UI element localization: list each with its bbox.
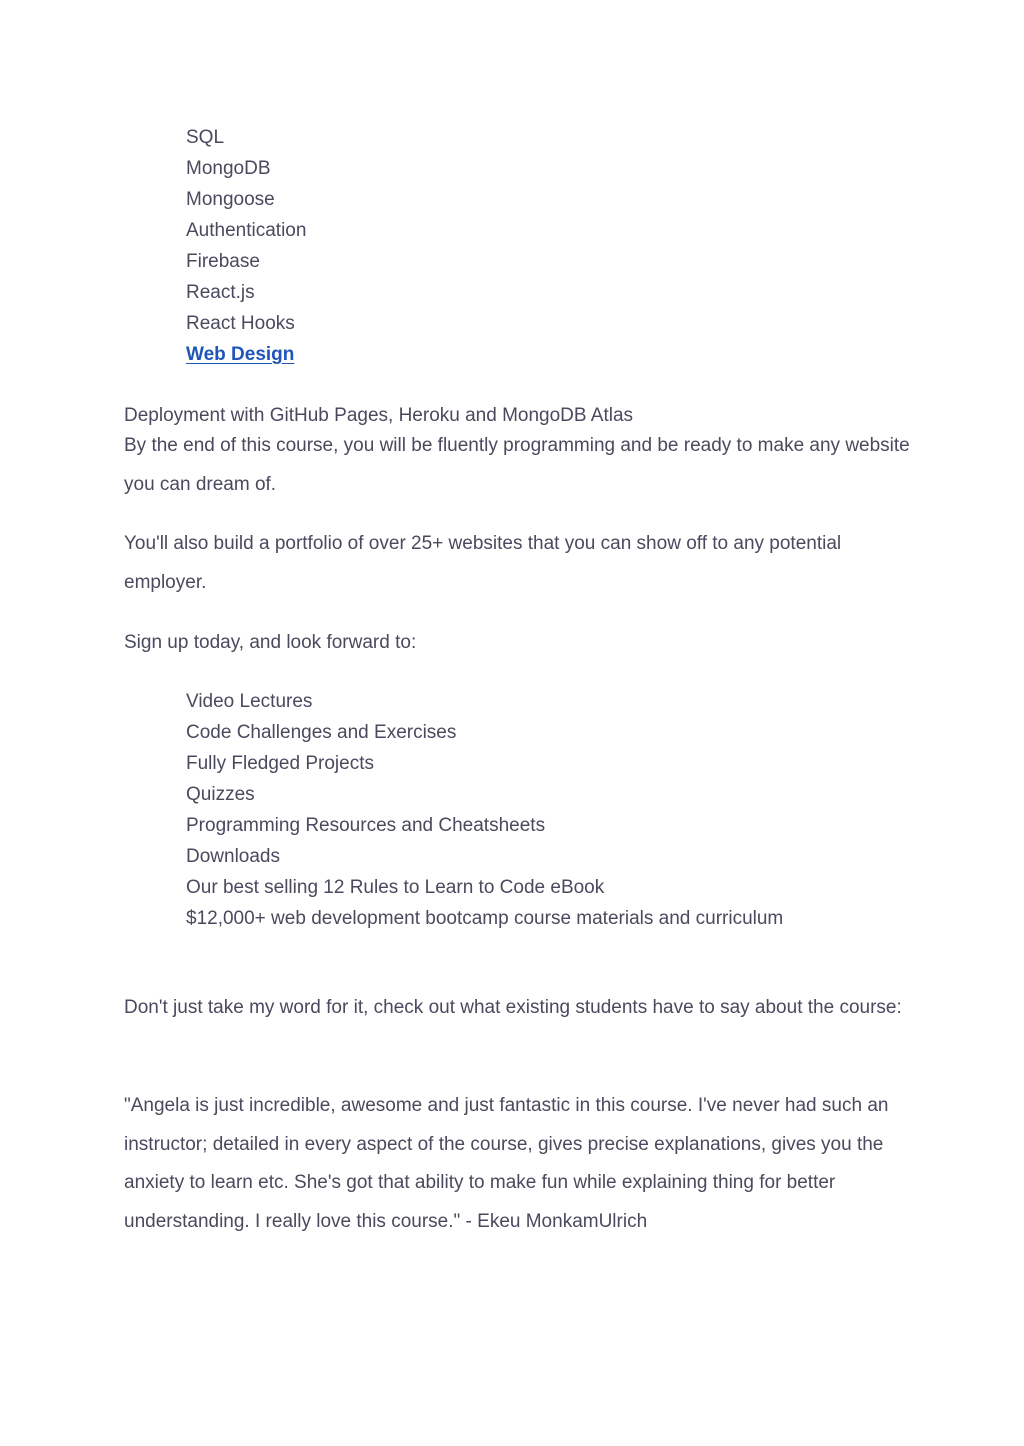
list-item-link-wrapper <box>186 339 306 370</box>
list-item: Video Lectures <box>186 691 313 712</box>
list-item: SQL <box>186 127 225 148</box>
list-item: Firebase <box>186 251 260 272</box>
list-item: React.js <box>186 282 255 303</box>
testimonial-quote: "Angela is just incredible, awesome and just fantastic in this course. I've never had such an instructor; detailed in every aspect of the course, gives precise explanations, gives you the anxiety to learn etc. She's got that ability to make fun while explaining thing for better understanding. I really love this course." - Ekeu MonkamUlrich <box>124 1095 889 1232</box>
list-item: Mongoose <box>186 189 275 210</box>
students-paragraph: Don't just take my word for it, check out what existing students have to say about the course: <box>124 997 902 1018</box>
list-item: Quizzes <box>186 784 255 805</box>
topics-list <box>186 122 306 370</box>
list-item: MongoDB <box>186 158 271 179</box>
list-item: Authentication <box>186 220 307 241</box>
portfolio-paragraph: You'll also build a portfolio of over 25+ websites that you can show off to any potential employer. <box>124 533 842 593</box>
list-item: Downloads <box>186 846 280 867</box>
course-end-paragraph: By the end of this course, you will be fluently programming and be ready to make any website you can dream of. <box>124 435 910 495</box>
list-item: Code Challenges and Exercises <box>186 722 457 743</box>
list-item: Fully Fledged Projects <box>186 753 374 774</box>
deployment-text: Deployment with GitHub Pages, Heroku and MongoDB Atlas <box>124 405 634 426</box>
web-design-link[interactable]: Web Design <box>186 344 295 365</box>
list-item: React Hooks <box>186 313 295 334</box>
list-item: $12,000+ web development bootcamp course materials and curriculum <box>186 908 784 929</box>
list-item: Programming Resources and Cheatsheets <box>186 815 546 836</box>
list-item: Our best selling 12 Rules to Learn to Code eBook <box>186 877 605 898</box>
features-list <box>186 686 783 934</box>
signup-text: Sign up today, and look forward to: <box>124 632 417 653</box>
